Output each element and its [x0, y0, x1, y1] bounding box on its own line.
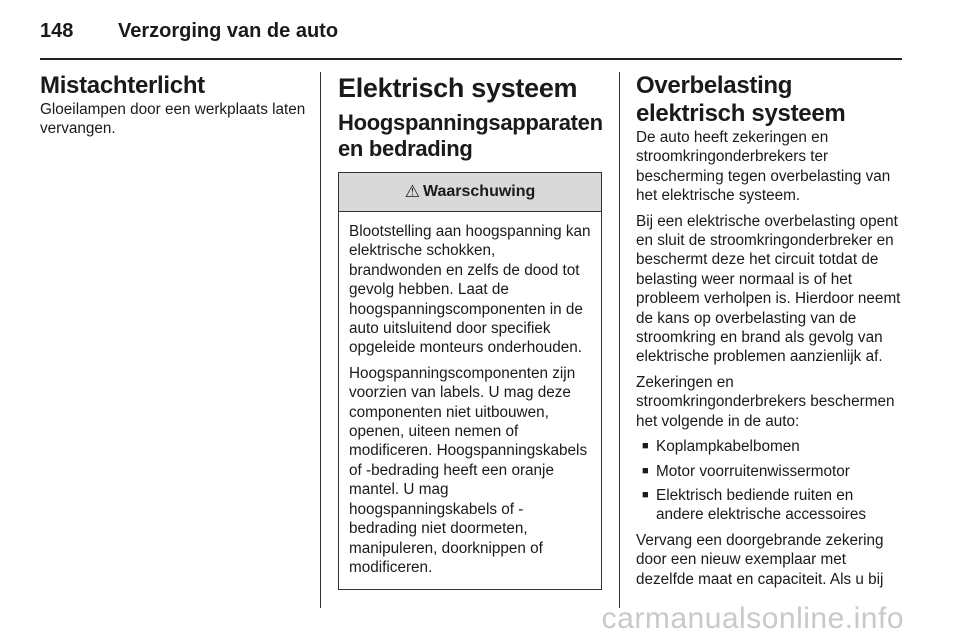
page-number: 148: [40, 20, 74, 42]
header-divider: [40, 58, 902, 60]
warning-triangle-icon: ⚠: [404, 182, 420, 201]
left-column: [40, 72, 308, 145]
warning-body: [339, 212, 601, 589]
bullet-square-icon: ■: [642, 440, 649, 453]
section-heading-electrical-system: Elektrisch systeem: [338, 73, 578, 103]
page-header: [40, 14, 902, 58]
fog-light-paragraph: Gloeilampen door een werkplaats laten vervangen.: [40, 101, 306, 138]
warning-paragraph-2: Hoogspanningscomponenten zijn voorzien van labels. U mag deze componenten niet uitbouwen, openen, uiteen nemen of modificeren. Hoogspanningskabels of -bedrading heeft een oranje mantel. U mag hoogspanningskabels of -bedrading niet doormeten, manipuleren, doorknippen of modificeren.: [349, 364, 588, 576]
section-heading-overload: Overbelasting elektrisch systeem: [636, 72, 846, 127]
middle-column: [338, 72, 602, 590]
overload-paragraph-2: Bij een elektrische overbelasting opent en sluit de stroomkringonderbreker en beschermt deze het circuit totdat de belasting weer normaal is of het probleem verholpen is. Hierdoor neemt de kans op overbelasting van de stroomkring en brand als gevolg van elektrische problemen aanzienlijk af.: [636, 212, 901, 366]
overload-paragraph-3: Zekeringen en stroomkringonderbrekers beschermen het volgende in de auto:: [636, 373, 895, 430]
warning-header: [339, 173, 601, 212]
overload-paragraph-1: De auto heeft zekeringen en stroomkringonderbrekers ter bescherming tegen overbelasting van het elektrische systeem.: [636, 129, 891, 205]
warning-title: Waarschuwing: [422, 183, 536, 200]
right-column: [636, 72, 904, 595]
list-item: ■ Motor voorruitenwissermotor: [642, 462, 850, 480]
column-divider-1: [320, 72, 321, 608]
section-heading-fog-light: Mistachterlicht: [40, 72, 205, 99]
protected-items-list: [636, 437, 904, 525]
chapter-title: Verzorging van de auto: [118, 20, 339, 42]
list-item: ■ Koplampkabelbomen: [642, 438, 800, 456]
bullet-square-icon: ■: [642, 464, 649, 477]
bullet-square-icon: ■: [642, 488, 649, 501]
warning-paragraph-1: Blootstelling aan hoogspanning kan elektrische schokken, brandwonden en zelfs de dood tot gevolg hebben. Laat de hoogspanningscomponenten in de auto uitsluitend door specifiek opgeleide monteurs onderhouden.: [349, 223, 591, 357]
warning-box: [338, 172, 602, 590]
watermark-text: carmanualsonline.info: [601, 602, 904, 635]
column-divider-2: [619, 72, 620, 608]
list-item: ■ Elektrisch bediende ruiten en andere elektrische accessoires: [642, 486, 867, 524]
subheading-high-voltage: Hoogspanningsapparaten en bedrading: [338, 110, 603, 161]
overload-closing-paragraph: Vervang een doorgebrande zekering door een nieuw exemplaar met dezelfde maat en capaciteit. Als u bij: [636, 531, 884, 588]
